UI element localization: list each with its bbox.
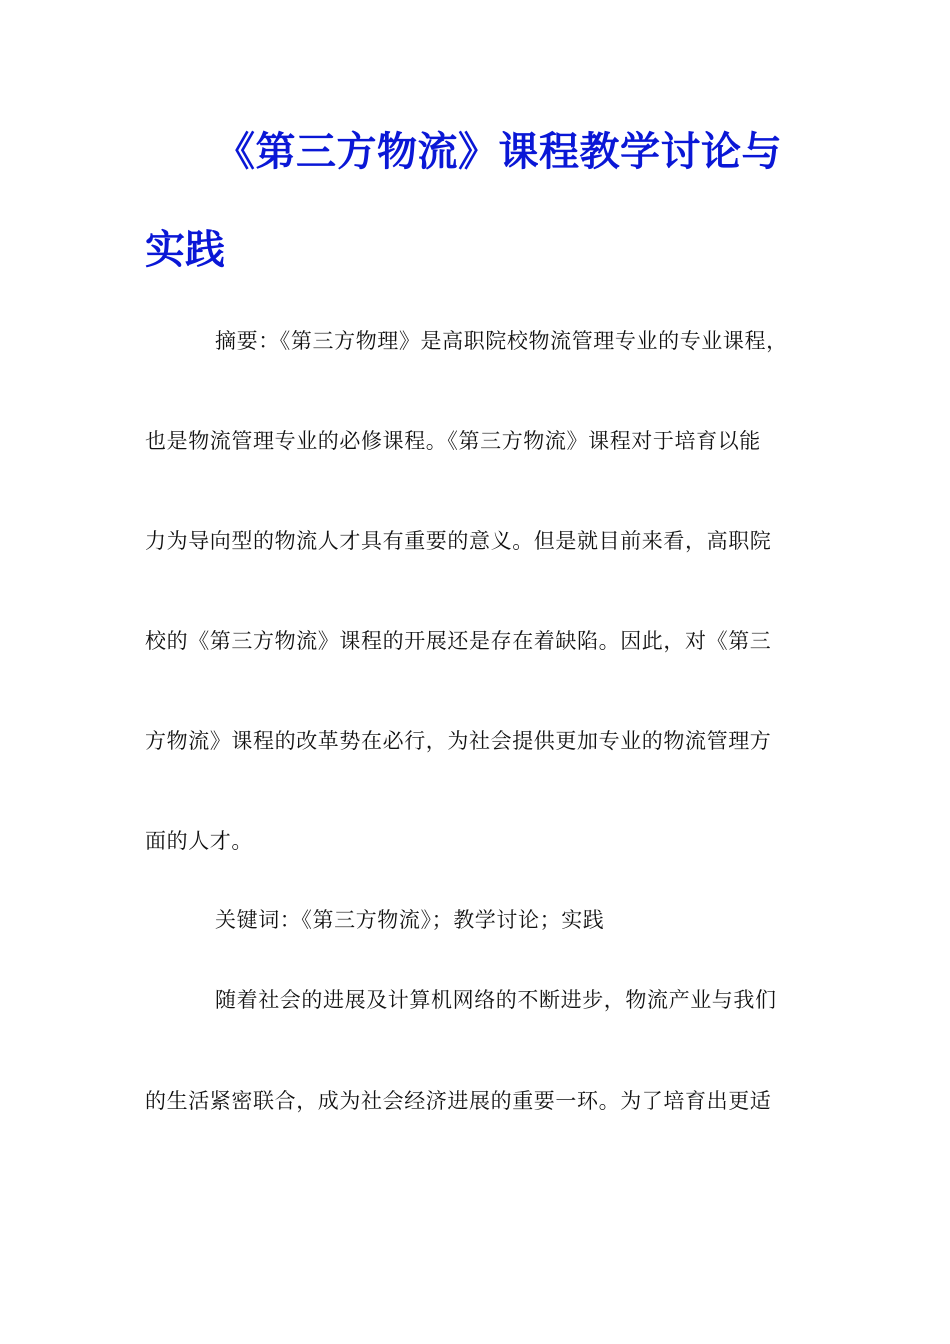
abstract-line: 校的《第三方物流》课程的开展还是存在着缺陷。因此，对《第三	[145, 629, 772, 653]
body-paragraph-line: 的生活紧密联合，成为社会经济进展的重要一环。为了培育出更适	[145, 1089, 772, 1113]
keywords-line: 关键词：《第三方物流》；教学讨论；实践	[215, 908, 605, 932]
abstract-line: 摘要：《第三方物理》是高职院校物流管理专业的专业课程，	[215, 329, 788, 353]
body-paragraph-line: 随着社会的进展及计算机网络的不断进步，物流产业与我们	[215, 988, 777, 1012]
abstract-line: 方物流》课程的改革势在必行，为社会提供更加专业的物流管理方	[145, 729, 772, 753]
document-title-line-2: 实践	[145, 227, 225, 273]
abstract-line: 也是物流管理专业的必修课程。《第三方物流》课程对于培育以能	[145, 429, 761, 453]
abstract-line: 力为导向型的物流人才具有重要的意义。但是就目前来看，高职院	[145, 529, 772, 553]
document-title-line-1: 《第三方物流》课程教学讨论与	[215, 129, 782, 175]
abstract-line: 面的人才。	[145, 829, 253, 853]
